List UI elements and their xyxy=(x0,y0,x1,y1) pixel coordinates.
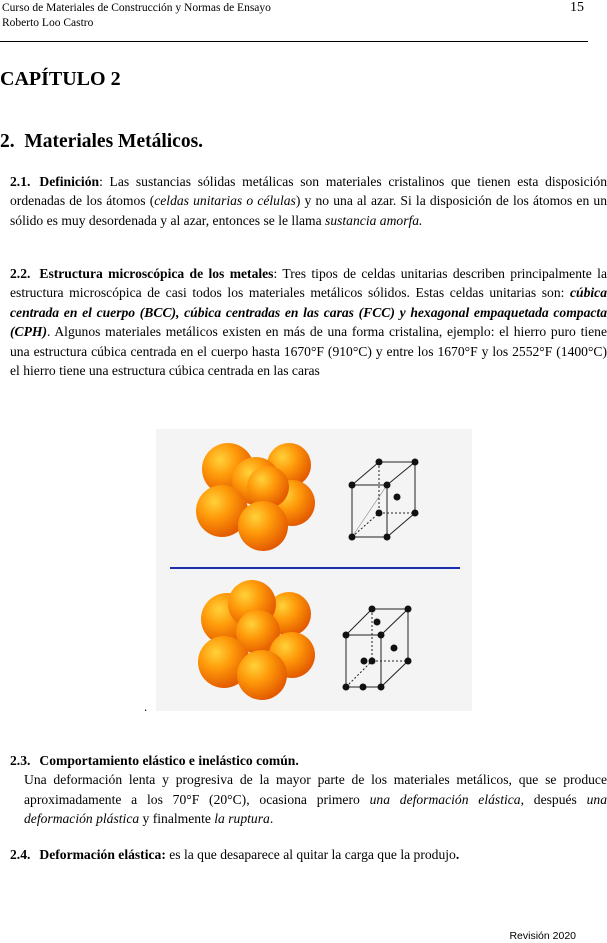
paragraph-text: . xyxy=(269,811,274,827)
header-rule xyxy=(0,41,588,42)
fcc-sphere-cluster-top xyxy=(196,443,315,551)
header-course: Curso de Materiales de Construcción y Normas de Ensayo xyxy=(2,2,271,14)
paragraph-bold-italic: cúbica centrada en el cuerpo (BCC), cúbica centradas en las caras (FCC) y hexagonal empaquetada compacta (CPH) xyxy=(10,285,607,340)
paragraph-text: , después xyxy=(520,791,587,807)
paragraph-italic: una deformación elástica xyxy=(369,791,521,807)
paragraph-label: Estructura microscópica de los metales xyxy=(39,266,274,281)
section-title-text: Materiales Metálicos. xyxy=(24,131,204,152)
paragraph-label: Deformación elástica: xyxy=(39,847,166,862)
paragraph-text: . Algunos materiales metálicos existen en más de una forma cristalina, ejemplo: el hierro puro tiene una estructura cúbica centrada en el cuerpo hasta 1670°F (910°C) y entre los 1670°F y los 2552°F (1400°C) el hierro tiene una estructura cúbica centrada en las caras xyxy=(10,324,607,379)
footer-revision: Revisión 2020 xyxy=(509,930,576,942)
bcc-atoms-top xyxy=(349,459,419,541)
bcc-unit-cell-top xyxy=(352,462,415,537)
page-number: 15 xyxy=(570,0,584,15)
paragraph-text: : Las sustancias sólidas metálicas son materiales cristalinos que tienen esta disposición ordenadas de los átomos ( xyxy=(10,174,607,209)
paragraph-italic: una deformación plástica xyxy=(24,791,607,827)
paragraph-heading xyxy=(10,753,299,768)
figure-trailing-dot: . xyxy=(144,699,148,714)
paragraph-2-3 xyxy=(10,751,607,829)
paragraph-number: 2.1. xyxy=(10,174,31,189)
section-title xyxy=(0,131,203,153)
paragraph-end: . xyxy=(455,847,460,862)
paragraph-italic: celdas unitarias o células xyxy=(154,193,296,209)
fcc-atoms-bottom xyxy=(343,606,412,691)
crystal-structure-svg xyxy=(156,429,472,711)
header-author: Roberto Loo Castro xyxy=(2,17,94,29)
crystal-structure-figure xyxy=(156,429,472,711)
paragraph-body xyxy=(10,770,607,828)
paragraph-italic: la ruptura xyxy=(214,811,270,827)
paragraph-text: Una deformación lenta y progresiva de la mayor parte de los materiales metálicos, que se produce aproximadamente a los 70°F (20°C), ocasiona primero xyxy=(24,772,607,807)
paragraph-number: 2.3. xyxy=(10,753,31,768)
paragraph-number: 2.2. xyxy=(10,266,31,281)
paragraph-2-1 xyxy=(10,172,607,230)
paragraph-label: Definición xyxy=(39,174,100,189)
paragraph-label: Comportamiento elástico e inelástico común. xyxy=(39,753,299,768)
paragraph-2-4 xyxy=(10,845,607,864)
section-number: 2. xyxy=(0,131,15,152)
paragraph-text: es la que desaparece al quitar la carga que la produjo xyxy=(165,847,456,862)
paragraph-2-2 xyxy=(10,264,607,380)
paragraph-text: : Tres tipos de celdas unitarias describen principalmente la estructura microscópica de casi todos los materiales metálicos sólidos. Estas celdas unitarias son: xyxy=(10,266,607,301)
paragraph-number: 2.4. xyxy=(10,847,31,862)
chapter-title: CAPÍTULO 2 xyxy=(0,68,121,90)
paragraph-italic: sustancia amorfa. xyxy=(325,212,423,228)
running-header xyxy=(2,1,271,31)
paragraph-text: y finalmente xyxy=(139,811,215,827)
paragraph-text: ) y no una al azar. Si la disposición de los átomos en un sólido es muy desordenada y al azar, entonces se le llama xyxy=(10,193,607,228)
fcc-sphere-cluster-bottom xyxy=(198,580,315,700)
